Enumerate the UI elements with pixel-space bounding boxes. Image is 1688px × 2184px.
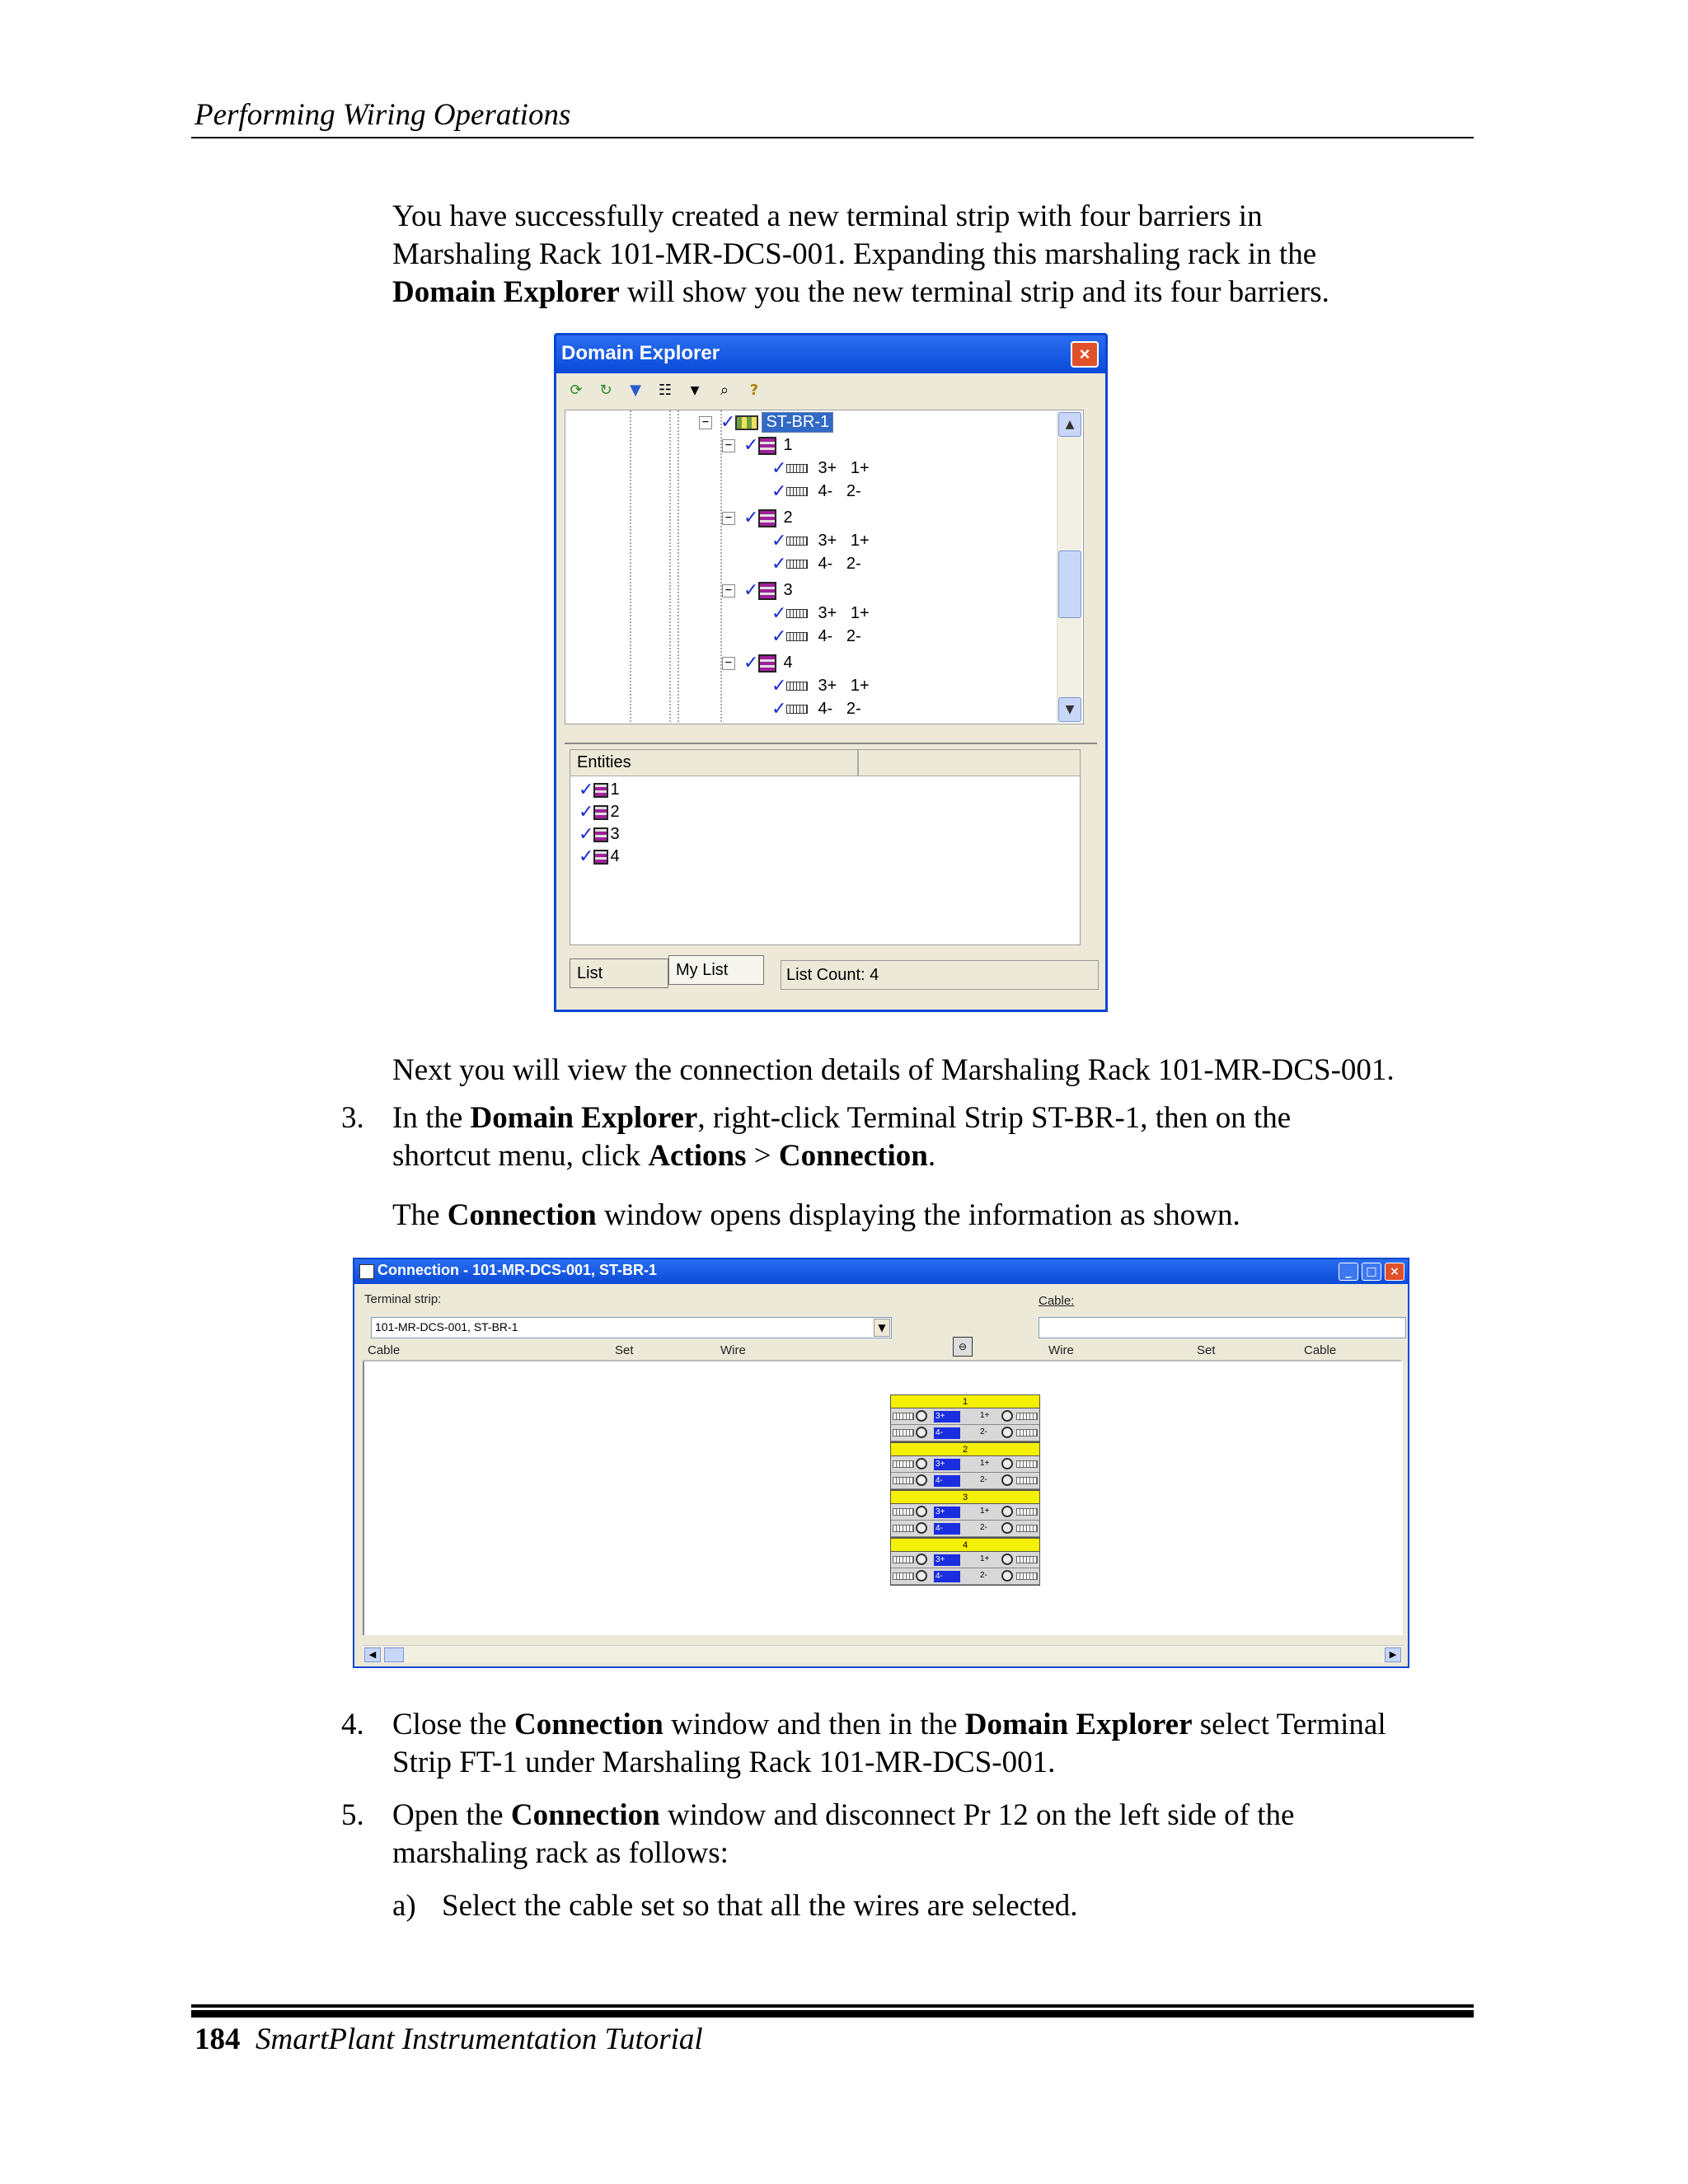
header-rule: [191, 137, 1474, 138]
tree-node-terminal[interactable]: [771, 458, 870, 479]
scroll-left-icon[interactable]: ◀: [364, 1647, 381, 1662]
footer-rule: [191, 2004, 1474, 2008]
terminal-row[interactable]: [891, 1568, 1039, 1585]
pin-icon: [1016, 1413, 1038, 1420]
barrier-label: 3: [891, 1491, 1039, 1504]
bold-connection: Connection: [447, 1198, 597, 1232]
barrier-icon: [758, 654, 776, 673]
tree-node-label: ST-BR-1: [762, 412, 833, 433]
terminal-strip-combo[interactable]: [371, 1317, 892, 1338]
terminal-left: 3+: [934, 1411, 960, 1422]
tab-my-list[interactable]: My List: [668, 955, 764, 985]
list-header: [570, 750, 1080, 776]
pin-icon: [1016, 1477, 1038, 1484]
list-item[interactable]: [579, 846, 620, 867]
terminal-icon: [786, 560, 808, 569]
list-item[interactable]: [579, 824, 620, 845]
step-number: 4.: [341, 1708, 364, 1741]
text-run: In the: [392, 1101, 471, 1135]
minimize-button[interactable]: _: [1339, 1263, 1358, 1281]
cable-label: Cable:: [1039, 1294, 1075, 1308]
bold-domain-explorer: Domain Explorer: [470, 1101, 698, 1135]
checkmark-icon: ✓: [743, 653, 759, 673]
text-run: window and then in the: [663, 1708, 965, 1741]
domain-explorer-title: Domain Explorer: [561, 342, 720, 364]
pin-icon: [893, 1413, 914, 1420]
checkmark-icon: ✓: [771, 458, 787, 479]
pin-icon: [893, 1572, 914, 1580]
text-run: .: [927, 1139, 936, 1173]
barrier-icon: [593, 827, 608, 842]
terminal-right: 2-: [980, 1523, 987, 1532]
tree-node-label: 4- 2-: [818, 700, 861, 718]
tree-node-label: 4: [783, 654, 793, 672]
entities-column-header[interactable]: Entities: [577, 753, 631, 771]
view-icon[interactable]: ☷: [658, 382, 673, 399]
list-count-status: List Count: 4: [781, 960, 1099, 990]
pin-icon: [1016, 1572, 1038, 1580]
dropdown-arrow-icon[interactable]: ▼: [690, 384, 700, 397]
tree-vertical-scrollbar[interactable]: [1057, 412, 1081, 722]
app-icon: [359, 1264, 374, 1279]
text-run: select Terminal: [1192, 1708, 1386, 1741]
screw-icon: [1001, 1570, 1013, 1582]
domain-explorer-toolbar: [565, 378, 766, 403]
refresh-icon[interactable]: ⟳: [570, 382, 583, 399]
step-5-line-1: [392, 1797, 1294, 1835]
barrier-label: 2: [891, 1443, 1039, 1456]
barrier-icon: [758, 437, 776, 455]
pin-icon: [893, 1477, 914, 1484]
scroll-right-icon[interactable]: ▶: [1385, 1647, 1401, 1662]
screw-icon: [1001, 1474, 1013, 1486]
screw-icon: [916, 1506, 927, 1517]
text-run: >: [746, 1139, 779, 1173]
checkmark-icon: ✓: [579, 846, 594, 867]
checkmark-icon: ✓: [771, 554, 787, 574]
barrier-block[interactable]: [890, 1490, 1040, 1538]
terminal-strip-icon: [735, 415, 758, 430]
pin-icon: [1016, 1556, 1038, 1563]
screw-icon: [916, 1410, 927, 1422]
terminal-icon: [786, 487, 808, 496]
terminal-row[interactable]: [891, 1504, 1039, 1521]
collapse-icon[interactable]: −: [722, 439, 735, 452]
horizontal-scrollbar[interactable]: [363, 1645, 1403, 1663]
left-col-wire: Wire: [720, 1343, 746, 1357]
running-header: Performing Wiring Operations: [195, 98, 571, 132]
tree-node-terminal[interactable]: [771, 699, 861, 719]
barrier-icon: [593, 850, 608, 865]
barrier-label: 4: [891, 1539, 1039, 1552]
scroll-thumb[interactable]: [1058, 551, 1081, 618]
terminal-row[interactable]: [891, 1473, 1039, 1489]
tree-node-label: 4- 2-: [818, 555, 861, 573]
list-item-label: 4: [610, 847, 620, 865]
terminal-icon: [786, 609, 808, 618]
tree-node-barrier[interactable]: [722, 435, 793, 456]
pin-icon: [1016, 1460, 1038, 1468]
screw-icon: [916, 1570, 927, 1582]
pin-icon: [1016, 1508, 1038, 1516]
checkmark-icon: ✓: [743, 435, 759, 456]
checkmark-icon: ✓: [771, 676, 787, 696]
pin-icon: [893, 1429, 914, 1436]
terminal-left: 4-: [934, 1571, 960, 1582]
terminal-left: 3+: [934, 1459, 960, 1470]
list-item[interactable]: [579, 802, 620, 823]
checkmark-icon: ✓: [771, 603, 787, 624]
step-4-line-2: Strip FT-1 under Marshaling Rack 101-MR-DCS-001.: [392, 1746, 1056, 1779]
list-item-label: 1: [610, 780, 620, 799]
terminal-left: 3+: [934, 1507, 960, 1518]
terminal-icon: [786, 632, 808, 641]
terminal-right: 1+: [980, 1459, 990, 1468]
filter-icon[interactable]: ▼: [630, 382, 641, 399]
intro-line-2: Marshaling Rack 101-MR-DCS-001. Expanding this marshaling rack in the: [392, 237, 1317, 271]
terminal-right: 1+: [980, 1411, 990, 1420]
entities-list: [570, 749, 1081, 945]
list-item[interactable]: [579, 780, 620, 800]
text-run: Open the: [392, 1798, 511, 1832]
barrier-icon: [758, 582, 776, 600]
tab-list[interactable]: List: [570, 958, 668, 988]
tree-guide: [678, 410, 679, 724]
tree-node-terminal-strip[interactable]: [699, 412, 833, 433]
screw-icon: [916, 1458, 927, 1469]
terminal-strip-label: Terminal strip:: [364, 1292, 442, 1306]
tree-node-terminal[interactable]: [771, 626, 861, 647]
text-run: The: [392, 1198, 448, 1232]
help-icon[interactable]: ?: [749, 382, 759, 399]
text-run: , right-click Terminal Strip ST-BR-1, then on the: [697, 1101, 1292, 1135]
connection-body: [354, 1284, 1408, 1666]
tree-node-label: 3+ 1+: [818, 677, 870, 695]
text-run: window opens displaying the information as shown.: [596, 1198, 1240, 1232]
barrier-icon: [593, 783, 608, 798]
checkmark-icon: ✓: [579, 802, 594, 823]
terminal-row[interactable]: [891, 1521, 1039, 1537]
list-item-label: 3: [610, 825, 620, 843]
right-col-wire: Wire: [1048, 1343, 1074, 1357]
substep-letter: a): [392, 1889, 416, 1923]
terminal-row[interactable]: [891, 1425, 1039, 1441]
screw-icon: [1001, 1506, 1013, 1517]
update-icon[interactable]: ↻: [599, 382, 612, 399]
scroll-up-icon[interactable]: ▲: [1058, 412, 1081, 437]
cable-field[interactable]: [1039, 1317, 1406, 1338]
book-title: SmartPlant Instrumentation Tutorial: [256, 2022, 703, 2056]
terminal-icon: [786, 464, 808, 473]
scroll-down-icon[interactable]: ▼: [1058, 697, 1081, 722]
connection-window: [353, 1258, 1409, 1668]
barrier-block[interactable]: [890, 1538, 1040, 1586]
terminal-right: 1+: [980, 1507, 990, 1516]
collapse-icon[interactable]: −: [722, 657, 735, 670]
bold-connection: Connection: [513, 1708, 663, 1741]
collapse-icon[interactable]: −: [722, 584, 735, 598]
screw-icon: [916, 1427, 927, 1438]
checkmark-icon: ✓: [771, 481, 787, 502]
connection-titlebar: [354, 1259, 1408, 1284]
terminal-icon: [786, 682, 808, 691]
terminal-left: 4-: [934, 1523, 960, 1535]
barrier-icon: [758, 509, 776, 527]
connection-title: Connection - 101-MR-DCS-001, ST-BR-1: [377, 1262, 658, 1278]
terminal-icon: [786, 705, 808, 714]
tree-view: [565, 410, 1084, 724]
close-button[interactable]: ×: [1071, 341, 1099, 368]
screw-icon: [1001, 1554, 1013, 1565]
text-run: window and disconnect Pr 12 on the left side of the: [659, 1798, 1295, 1832]
domain-explorer-titlebar: [556, 335, 1105, 373]
intro-line-3: [392, 274, 1329, 312]
bold-connection: Connection: [778, 1139, 928, 1173]
left-col-set: Set: [615, 1343, 634, 1357]
tree-node-label: 4- 2-: [818, 627, 861, 645]
tree-node-barrier[interactable]: [722, 653, 793, 673]
terminal-right: 2-: [980, 1475, 987, 1484]
barrier-label: 1: [891, 1395, 1039, 1408]
tree-node-label: 3+ 1+: [818, 604, 870, 622]
tree-node-label: 4- 2-: [818, 482, 861, 500]
substep-text: Select the cable set so that all the wires are selected.: [442, 1889, 1078, 1923]
combo-value: 101-MR-DCS-001, ST-BR-1: [375, 1320, 518, 1333]
tree-node-label: 3+ 1+: [818, 532, 870, 550]
tree-node-barrier[interactable]: [722, 580, 793, 601]
checkmark-icon: ✓: [579, 824, 594, 845]
list-item-label: 2: [610, 803, 620, 821]
connection-grid: [363, 1361, 1403, 1635]
footer-rule-thick: [191, 2010, 1474, 2018]
text-run: Close the: [392, 1708, 514, 1741]
tree-node-label: 3+ 1+: [818, 459, 870, 477]
terminal-left: 3+: [934, 1554, 960, 1566]
screw-icon: [1001, 1427, 1013, 1438]
screw-icon: [916, 1554, 927, 1565]
tree-node-label: 3: [783, 581, 793, 599]
pin-icon: [893, 1556, 914, 1563]
screw-icon: [1001, 1522, 1013, 1534]
collapse-icon[interactable]: −: [722, 512, 735, 525]
checkmark-icon: ✓: [720, 412, 736, 433]
screw-icon: [1001, 1458, 1013, 1469]
maximize-button[interactable]: □: [1362, 1263, 1381, 1281]
pin-icon: [893, 1525, 914, 1532]
domain-explorer-window: [554, 333, 1108, 1012]
chevron-down-icon[interactable]: ▼: [874, 1319, 890, 1337]
terminal-right: 2-: [980, 1427, 987, 1436]
right-col-set: Set: [1197, 1343, 1216, 1357]
left-col-cable: Cable: [368, 1343, 401, 1357]
bold-domain-explorer: Domain Explorer: [964, 1708, 1193, 1741]
step-3-line-2: [392, 1137, 935, 1175]
screw-icon: [1001, 1410, 1013, 1422]
bold-connection: Connection: [510, 1798, 660, 1832]
collapse-icon[interactable]: −: [699, 416, 712, 429]
tree-node-terminal[interactable]: [771, 676, 870, 696]
terminal-left: 4-: [934, 1427, 960, 1439]
page-number: 184: [195, 2022, 241, 2056]
connect-toggle-button[interactable]: ⊖: [953, 1337, 973, 1357]
checkmark-icon: ✓: [771, 699, 787, 719]
terminal-left: 4-: [934, 1475, 960, 1487]
tree-node-terminal[interactable]: [771, 481, 861, 502]
step-4-line-1: [392, 1706, 1386, 1744]
bold-domain-explorer: Domain Explorer: [392, 275, 620, 309]
find-icon[interactable]: ⌕: [720, 382, 729, 399]
tree-node-terminal[interactable]: [771, 531, 870, 551]
close-button[interactable]: ×: [1385, 1263, 1404, 1281]
terminal-icon: [786, 537, 808, 546]
checkmark-icon: ✓: [579, 780, 594, 800]
checkmark-icon: ✓: [743, 508, 759, 528]
checkmark-icon: ✓: [743, 580, 759, 601]
step-number: 3.: [341, 1101, 364, 1135]
tree-node-terminal[interactable]: [771, 554, 861, 574]
barrier-icon: [593, 805, 608, 820]
checkmark-icon: ✓: [771, 626, 787, 647]
terminal-right: 1+: [980, 1554, 990, 1563]
step-3-line-1: [392, 1099, 1291, 1137]
pane-splitter[interactable]: [565, 743, 1097, 744]
pin-icon: [1016, 1429, 1038, 1436]
step-number: 5.: [341, 1798, 364, 1832]
intro-line-1: You have successfully created a new terminal strip with four barriers in: [392, 199, 1263, 233]
barrier-block[interactable]: [890, 1442, 1040, 1490]
next-paragraph: Next you will view the connection details of Marshaling Rack 101-MR-DCS-001.: [392, 1053, 1395, 1087]
tree-guide: [669, 410, 671, 724]
scroll-thumb[interactable]: [384, 1647, 404, 1662]
column-divider[interactable]: [857, 750, 859, 776]
pin-icon: [1016, 1525, 1038, 1532]
barrier-block[interactable]: [890, 1394, 1040, 1442]
terminal-row[interactable]: [891, 1552, 1039, 1568]
text-run: shortcut menu, click: [392, 1139, 649, 1173]
tree-node-label: 1: [783, 436, 793, 454]
terminal-row[interactable]: [891, 1408, 1039, 1425]
tree-guide: [630, 410, 631, 724]
domain-explorer-body: [556, 373, 1105, 1010]
page-footer: [195, 2021, 703, 2059]
pin-icon: [893, 1460, 914, 1468]
checkmark-icon: ✓: [771, 531, 787, 551]
screw-icon: [916, 1522, 927, 1534]
intro-line-3-rest: will show you the new terminal strip and its four barriers.: [619, 275, 1329, 309]
tree-node-barrier[interactable]: [722, 508, 793, 528]
bold-actions: Actions: [648, 1139, 747, 1173]
screw-icon: [916, 1474, 927, 1486]
tree-guide: [720, 410, 722, 724]
step-5-line-2: marshaling rack as follows:: [392, 1836, 729, 1870]
terminal-row[interactable]: [891, 1456, 1039, 1473]
tree-node-label: 2: [783, 509, 793, 527]
terminal-right: 2-: [980, 1571, 987, 1580]
pin-icon: [893, 1508, 914, 1516]
right-col-cable: Cable: [1304, 1343, 1337, 1357]
connection-paragraph: [392, 1197, 1240, 1235]
tree-node-terminal[interactable]: [771, 603, 870, 624]
